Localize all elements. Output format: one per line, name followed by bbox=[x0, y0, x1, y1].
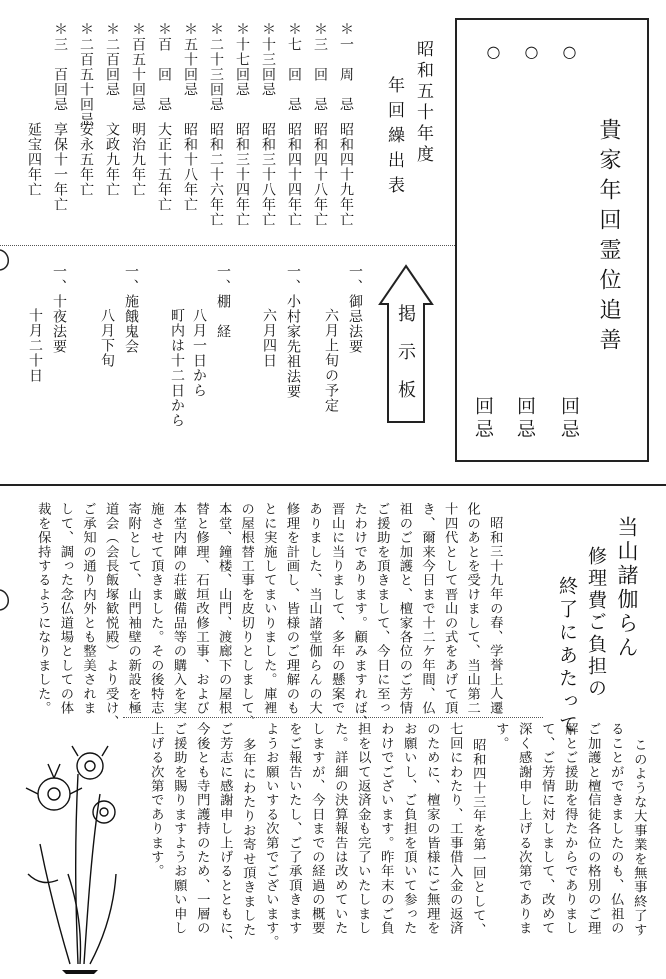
hoyo-row-year: 昭和三十四年亡 bbox=[234, 122, 250, 227]
article-column: 上げる次第であります。 bbox=[148, 722, 164, 879]
bulletin-label: 掲示板 bbox=[395, 304, 416, 418]
article-column: ることができましたのも、仏祖の bbox=[608, 722, 624, 935]
article-column: の屋根替工事を皮切りとしまして、 bbox=[238, 502, 254, 730]
article-column: て、ご芳情に対しまして、改めて bbox=[539, 722, 555, 935]
binding-hole-top bbox=[0, 250, 14, 270]
article-column: ご芳志に感謝申し上げるとともに、 bbox=[217, 722, 233, 950]
article-column: 裁を保持するようになりました。 bbox=[35, 502, 51, 715]
bulletin-item-detail: 六月四日 bbox=[261, 308, 277, 368]
article-column: して、調った念仏道場としての体 bbox=[57, 502, 73, 715]
hoyo-row-year: 昭和三十八年亡 bbox=[260, 122, 276, 227]
article-column: す。 bbox=[493, 722, 509, 751]
article-column: ご援助を賜りますようお願い申し bbox=[171, 722, 187, 935]
article bbox=[0, 486, 666, 979]
bulletin-item-detail: 八月一日から bbox=[191, 308, 207, 398]
hoyo-row-kaiki: ＊十七回忌 bbox=[234, 22, 250, 97]
article-column: ご承知の通り内外とも整美されま bbox=[80, 502, 96, 715]
bulletin-item-detail-2: 町内は十二日から bbox=[169, 308, 185, 428]
article-column: 担を以て返済金も完了いたしまし bbox=[355, 722, 371, 935]
hoyo-row-year: 安永五年亡 bbox=[78, 122, 94, 197]
hoyo-row-kaiki: ＊二百五十回忌 bbox=[78, 22, 94, 127]
hoyo-row-year: 大正十五年亡 bbox=[156, 122, 172, 212]
bulletin-item-name: 一、御忌法要 bbox=[347, 264, 363, 354]
article-column: 昭和四十三年を第一回として、 bbox=[470, 738, 486, 937]
bulletin-item-detail: 六月上旬の予定 bbox=[323, 308, 339, 413]
hoyo-row-kaiki: ＊七 回 忌 bbox=[286, 22, 302, 112]
bulletin-item-name: 一、十夜法要 bbox=[51, 264, 67, 354]
kaiki-label-2: 回忌 bbox=[514, 396, 536, 442]
circle-mark-3: ○ bbox=[484, 42, 503, 61]
hoyo-row-kaiki: ＊三 回 忌 bbox=[312, 22, 328, 112]
article-divider bbox=[123, 717, 543, 718]
bulletin-item-name: 一、棚 経 bbox=[215, 264, 231, 339]
hoyo-row-year: 明治九年亡 bbox=[130, 122, 146, 197]
circle-mark-1: ○ bbox=[560, 42, 579, 61]
article-heading-line1: 当山諸伽らん bbox=[615, 516, 639, 660]
hoyo-row-year: 享保十一年亡 bbox=[52, 122, 68, 212]
article-heading-line2: 修理費ご負担の bbox=[585, 546, 607, 700]
article-column: 道会（会長飯塚歓悦殿）より受け、 bbox=[103, 502, 119, 730]
bulletin-item-detail: 八月下旬 bbox=[99, 308, 115, 368]
memorial-title: 貴家年回霊位追善 bbox=[596, 118, 621, 358]
article-column: 十四代として晋山の式をあげて頂 bbox=[442, 502, 458, 715]
hoyo-row-year: 昭和十八年亡 bbox=[182, 122, 198, 212]
article-column: のために、檀家の皆様にご無理を bbox=[424, 722, 440, 935]
article-column: 昭和三十九年の春、学誉上人遷 bbox=[487, 516, 503, 715]
article-column: 晋山に当りまして、多年の懸案で bbox=[329, 502, 345, 715]
hoyo-table bbox=[0, 0, 455, 245]
article-column: 本堂内陣の荘厳備品等の購入を実 bbox=[170, 502, 186, 715]
article-column: 深く感謝申し上げる次第でありま bbox=[516, 722, 532, 935]
article-column: このような大事業を無事終了す bbox=[631, 738, 647, 937]
circle-mark-2: ○ bbox=[522, 42, 541, 61]
hoyo-row-kaiki: ＊百 回 忌 bbox=[156, 22, 172, 112]
memorial-box bbox=[455, 18, 649, 462]
kaiki-label-1: 回忌 bbox=[558, 396, 580, 442]
article-column: をご報告いたし、ご了承頂きます bbox=[286, 722, 302, 935]
hoyo-row-year: 昭和四十八年亡 bbox=[312, 122, 328, 227]
article-column: た。詳細の決算報告は改めていた bbox=[332, 722, 348, 935]
article-column: 解とご援助を得たからでありまし bbox=[562, 722, 578, 935]
table-title: 昭和五十年度 bbox=[413, 40, 433, 166]
article-column: ありました、当山諸堂伽らんの大 bbox=[306, 502, 322, 715]
hoyo-row-kaiki: ＊五十回忌 bbox=[182, 22, 198, 97]
article-column: ようお願いする次第でございます。 bbox=[263, 722, 279, 950]
bulletin-item-detail: 十月二十日 bbox=[27, 308, 43, 383]
article-column: 多年にわたりお寄せ頂きました bbox=[240, 738, 256, 937]
hoyo-row-kaiki: ＊一 周 忌 bbox=[338, 22, 354, 112]
article-column: 施させて頂きました。その後特志 bbox=[148, 502, 164, 715]
hoyo-row-year: 延宝四年亡 bbox=[26, 122, 42, 197]
article-column: 今後とも寺門護持のため、一層の bbox=[194, 722, 210, 935]
kaiki-label-3: 回忌 bbox=[472, 396, 494, 442]
hoyo-row-year: 昭和四十四年亡 bbox=[286, 122, 302, 227]
hoyo-row-kaiki: ＊二十三回忌 bbox=[208, 22, 224, 112]
article-column: しますが、今日までの経過の概要 bbox=[309, 722, 325, 935]
article-column: ご加護と檀信徒各位の格別のご理 bbox=[585, 722, 601, 935]
article-column: お願いし、ご負担を頂いて参った bbox=[401, 722, 417, 935]
article-column: 寄附として、山門袖壁の新設を極 bbox=[125, 502, 141, 715]
article-column: ご援助を頂きまして、今日に至っ bbox=[374, 502, 390, 715]
bulletin-item-name: 一、施餓鬼会 bbox=[123, 264, 139, 354]
article-column: き、爾来今日まで十二ケ年間、仏 bbox=[419, 502, 435, 715]
binding-hole-bottom bbox=[0, 590, 14, 610]
bulletin-board bbox=[0, 248, 455, 484]
article-column: 本堂、鐘楼、山門、渡廊下の屋根 bbox=[216, 502, 232, 715]
section-divider bbox=[0, 245, 455, 246]
bulletin-item-name: 一、小村家先祖法要 bbox=[285, 264, 301, 399]
hoyo-row-kaiki: ＊二百回忌 bbox=[104, 22, 120, 97]
daffodil-illustration bbox=[18, 734, 128, 974]
hoyo-row-kaiki: ＊三 百回忌 bbox=[52, 22, 68, 112]
table-subtitle: 年回繰出表 bbox=[384, 76, 404, 201]
article-column: とに実施してまいりました。庫裡 bbox=[261, 502, 277, 715]
hoyo-row-year: 文政九年亡 bbox=[104, 122, 120, 197]
article-heading-line3: 終了にあたって bbox=[556, 576, 578, 737]
article-column: わけでございます。昨年末のご負 bbox=[378, 722, 394, 935]
article-column: 化のあとを受けまして、当山第二 bbox=[464, 502, 480, 715]
article-column: 替と修理、石垣改修工事、および bbox=[193, 502, 209, 715]
hoyo-row-year: 昭和二十六年亡 bbox=[208, 122, 224, 227]
hoyo-row-year: 昭和四十九年亡 bbox=[338, 122, 354, 227]
article-column: 修理を計画し、皆様のご理解のも bbox=[283, 502, 299, 715]
article-column: 七回にわたり、工事借入金の返済 bbox=[447, 722, 463, 935]
hoyo-row-kaiki: ＊百五十回忌 bbox=[130, 22, 146, 112]
hoyo-row-kaiki: ＊十三回忌 bbox=[260, 22, 276, 97]
article-column: たわけであります。顧みますれば、 bbox=[351, 502, 367, 730]
article-column: 祖のご加護と、檀家各位のご芳情 bbox=[396, 502, 412, 715]
